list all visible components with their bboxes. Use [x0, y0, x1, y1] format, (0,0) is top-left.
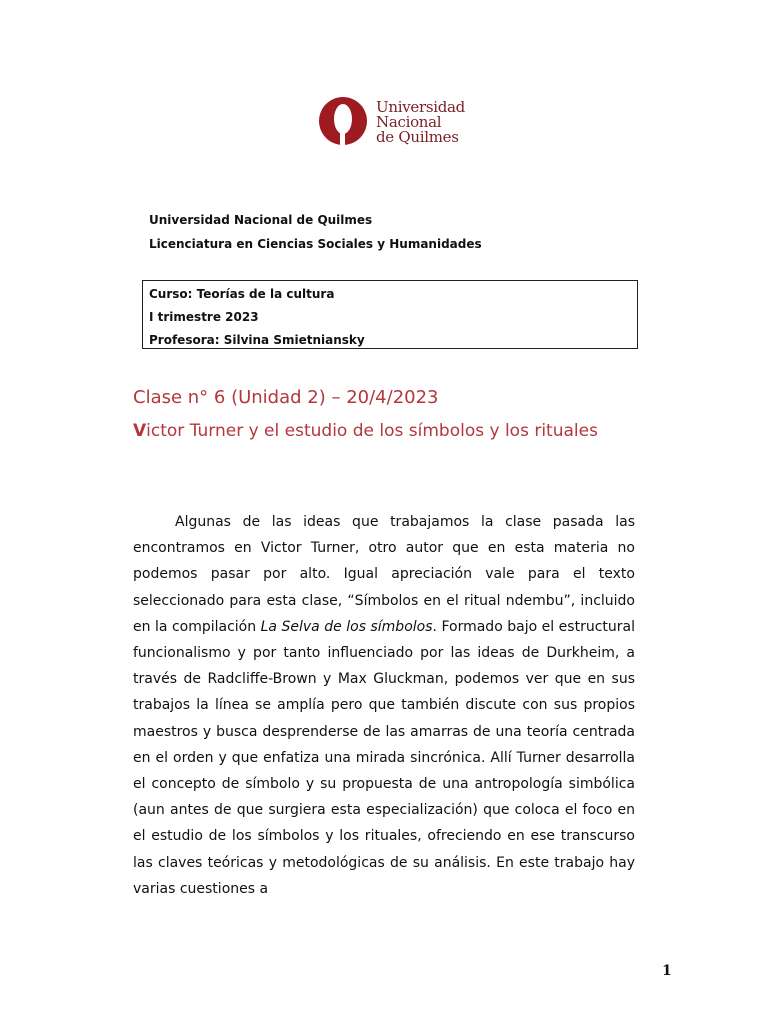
program-name: Licenciatura en Ciencias Sociales y Humanidades	[149, 237, 482, 251]
book-title: La Selva de los símbolos	[260, 618, 433, 635]
logo-wordmark	[376, 97, 465, 146]
course-info-box	[142, 280, 638, 349]
course-term: I trimestre 2023	[149, 310, 259, 324]
body-text-part-2: . Formado bajo el estructural funcionalismo y por tanto influenciado por las ideas de Durkheim, a través de Radcliffe-Brown y Max Gluckman, podemos ver que en sus trabajos la línea se amplía pero que también discute con sus propios maestros y busca desprenderse de las amarras de una teoría centrada en el orden y que enfatiza una mirada sincrónica. Allí Turner desarrolla el concepto de símbolo y su propuesta de una antropología simbólica (aun antes de que surgiera esta especialización) que coloca el foco en el estudio de los símbolos y los rituales, ofreciendo en ese transcurso las claves teóricas y metodológicas de su análisis. En este trabajo hay varias cuestiones a	[133, 618, 635, 897]
institution-header	[149, 208, 482, 256]
logo-line-1: Universidad	[376, 97, 465, 116]
body-text-part-1: Algunas de las ideas que trabajamos la clase pasada las encontramos en Victor Turner, otro autor que en esta materia no podemos pasar por alto. Igual apreciación vale para el texto seleccionado para esta clase, “Símbolos en el ritual ndembu”, incluido en la compilación	[133, 514, 635, 635]
university-logo	[318, 92, 468, 152]
body-paragraph	[133, 509, 635, 902]
course-professor: Profesora: Silvina Smietniansky	[149, 333, 365, 347]
quilmes-q-logo-icon	[318, 93, 370, 151]
class-title: Clase n° 6 (Unidad 2) – 20/4/2023	[133, 387, 439, 408]
institution-name: Universidad Nacional de Quilmes	[149, 213, 373, 227]
class-subtitle: Victor Turner y el estudio de los símbolos y los rituales	[133, 421, 598, 441]
logo-line-2: Nacional	[376, 112, 442, 131]
course-name: Curso: Teorías de la cultura	[149, 287, 335, 301]
page-number: 1	[662, 963, 672, 979]
logo-line-3: de Quilmes	[376, 127, 459, 146]
